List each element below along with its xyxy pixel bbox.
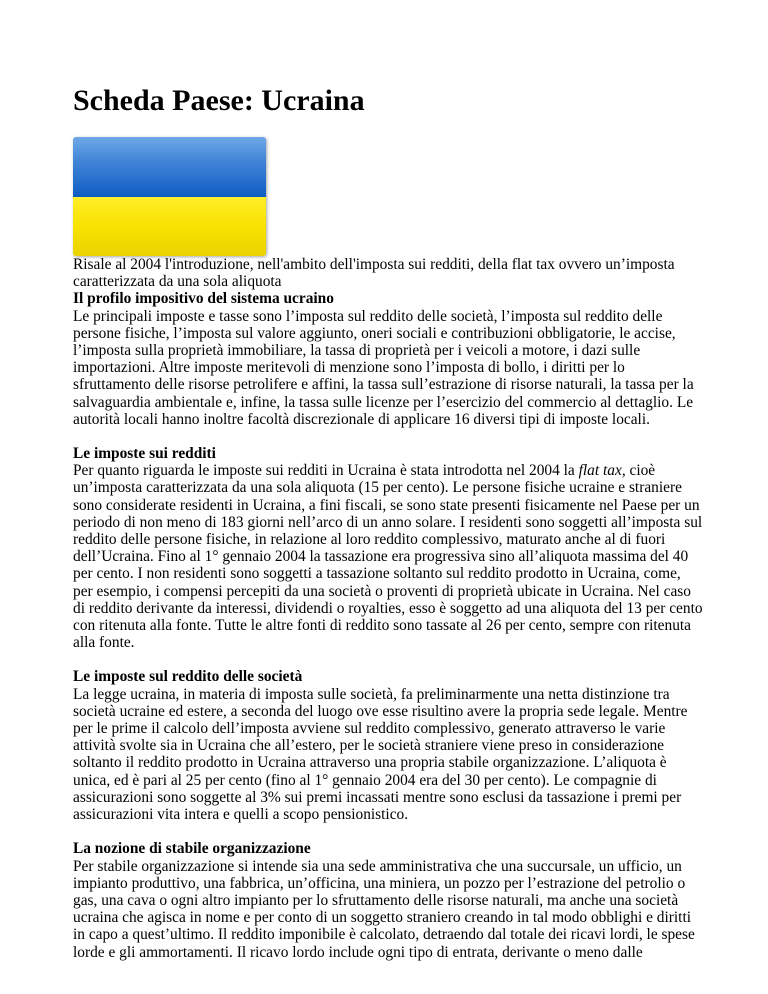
section-text: Per stabile organizzazione si intende sia una sede amministrativa che una succursale, un ufficio, un impianto produttivo, una fabbrica, un’officina, una miniera, un pozzo per l’estrazione del petrolio o gas, una cava o ogni altro impianto per lo sfruttamento delle risorse naturali, ma anche una società ucraina che agisca in nome e per conto di un soggetto straniero creando in tal modo obblighi e diritti in capo a quest’ultimo. Il reddito imponibile è calcolato, detraendo dal totale dei ricavi lordi, le spese lorde e gli ammortamenti. Il ricavo lordo include ogni tipo di entrata, derivante o meno dalle	[73, 857, 695, 961]
intro-paragraph: Risale al 2004 l'introduzione, nell'ambito dell'imposta sui redditi, della flat tax ovvero un’imposta caratterizzata da una sola aliquota	[73, 256, 675, 291]
flat-tax-emphasis: flat tax	[578, 462, 622, 480]
flag-gloss	[73, 137, 266, 197]
flag-yellow-stripe	[73, 197, 266, 257]
text-part: , cioè un’imposta caratterizzata da una sola aliquota (15 per cento). Le persone fisiche ucraine e straniere sono considerate residenti in Ucraina, a fini fiscali, se sono state presenti fisicamente nel Paese per un periodo di non meno di 183 giorni nell’arco di un anno solare. I residenti sono soggetti all’imposta sul reddito delle persone fisiche, in relazione al loro reddito complessivo, maturato anche al di fuori dell’Ucraina. Fino al 1° gennaio 2004 la tassazione era progressiva sino all’aliquota massima del 40 per cento. I non residenti sono soggetti a tassazione soltanto sul reddito prodotto in Ucraina, come, per esempio, i compensi percepiti da una società o proventi di proprietà ubicate in Ucraina. Nel caso di reddito derivante da interessi, dividendi o royalties, esso è soggetto ad una aliquota del 13 per cento con ritenuta alla fonte. Tutte le altre fonti di reddito sono tassate al 26 per cento, sempre con ritenuta alla fonte.	[73, 462, 703, 652]
section-permanent-establishment	[73, 840, 703, 960]
section-corporate-tax	[73, 668, 703, 823]
section-text: La legge ucraina, in materia di imposta sulle società, fa preliminarmente una netta distinzione tra società ucraine ed estere, a seconda del luogo ove esse risultino avere la propria sede legale. Mentre per le prime il calcolo dell’imposta avviene sul reddito complessivo, generato attraverso le varie attività svolte sia in Ucraina che all’estero, per le società straniere viene preso in considerazione soltanto il reddito prodotto in Ucraina attraverso una propria stabile organizzazione. L’aliquota è unica, ed è pari al 25 per cento (fino al 1° gennaio 2004 era del 30 per cento). Le compagnie di assicurazioni sono soggette al 3% sui premi incassati mentre sono esclusi da tassazione i premi per assicurazioni vita intera e quelli a scopo pensionistico.	[73, 685, 688, 824]
section-text	[73, 462, 703, 651]
section-text: Le principali imposte e tasse sono l’imposta sul reddito delle società, l’imposta sul reddito delle persone fisiche, l’imposta sul valore aggiunto, oneri sociali e contribuzioni obbligatorie, le accise, l’imposta sulla proprietà immobiliare, la tassa di proprietà per i veicoli a motore, i dazi sulle importazioni. Altre imposte meritevoli di menzione sono l’imposta di bollo, i diritti per lo sfruttamento delle risorse petrolifere e affini, la tassa sull’estrazione di risorse naturali, la tassa per la salvaguardia ambientale e, infine, la tassa sulle licenze per l’esercizio del commercio al dettaglio. Le autorità locali hanno inoltre facoltà discrezionale di applicare 16 diversi tipi di imposte locali.	[73, 307, 694, 428]
section-tax-profile	[73, 290, 703, 428]
section-heading: Le imposte sul reddito delle società	[73, 668, 303, 686]
section-heading: Il profilo impositivo del sistema ucraino	[73, 290, 334, 308]
document-body	[73, 256, 703, 961]
section-income-tax	[73, 445, 703, 651]
section-heading: La nozione di stabile organizzazione	[73, 840, 311, 858]
section-heading: Le imposte sui redditi	[73, 445, 216, 463]
page-title: Scheda Paese: Ucraina	[73, 84, 365, 117]
ukraine-flag-icon	[73, 137, 266, 256]
text-part: Per quanto riguarda le imposte sui redditi in Ucraina è stata introdotta nel 2004 la	[73, 462, 579, 480]
